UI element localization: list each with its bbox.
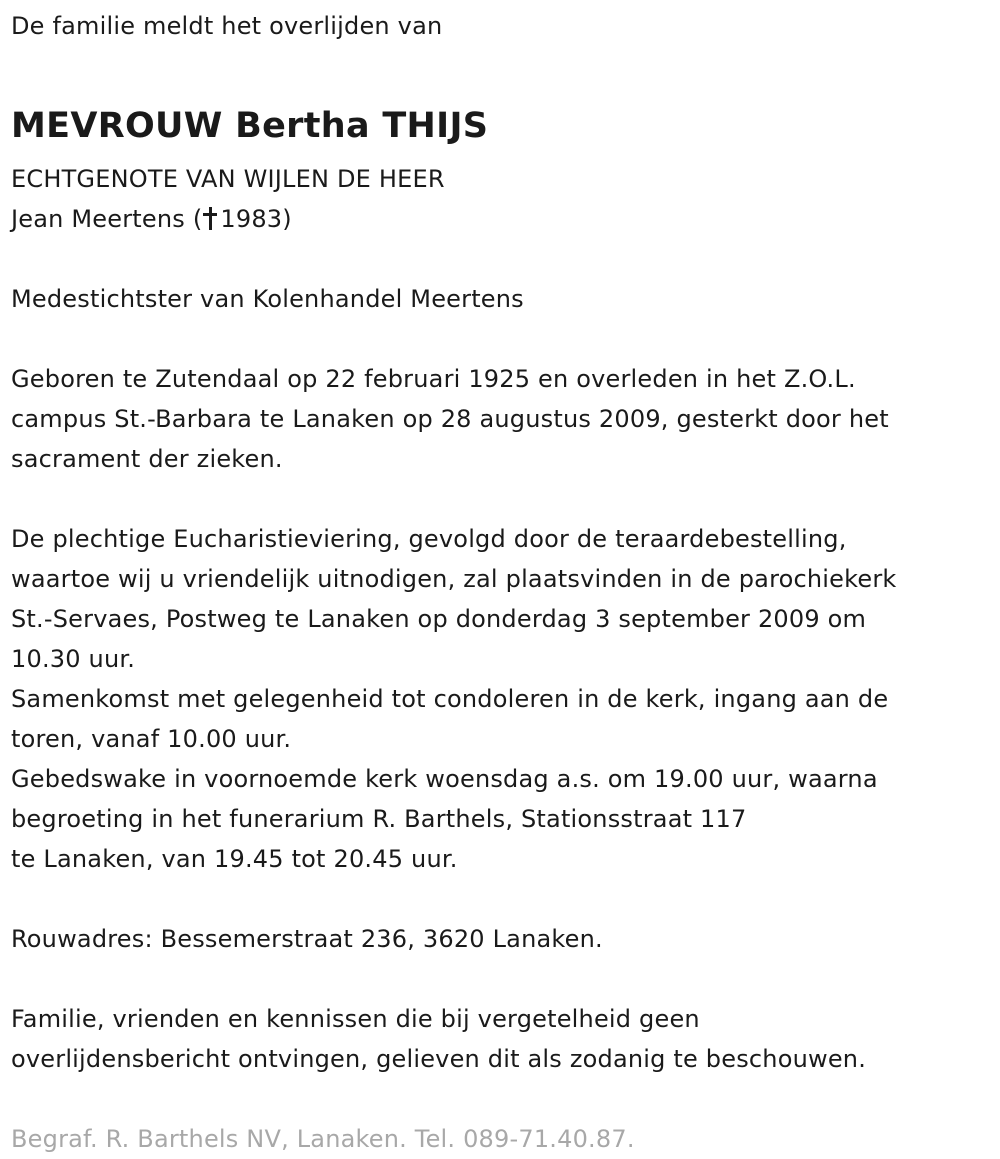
- paragraph-line: Geboren te Zutendaal op 22 februari 1925 en overleden in het Z.O.L.: [11, 365, 856, 393]
- death-notice: [11, 0, 986, 1159]
- deceased-name: MEVROUW Bertha THIJS: [11, 106, 489, 146]
- mourning-address: Rouwadres: Bessemerstraat 236, 3620 Lanaken.: [11, 925, 603, 953]
- paragraph-line: 10.30 uur.: [11, 645, 136, 673]
- spacer: [11, 46, 986, 93]
- spouse-title: ECHTGENOTE VAN WIJLEN DE HEER: [11, 165, 445, 193]
- spacer: [11, 1079, 986, 1119]
- paragraph-line: Gebedswake in voornoemde kerk woensdag a.s. om 19.00 uur, waarna: [11, 765, 878, 793]
- cross-icon: [203, 206, 217, 230]
- intro-text: De familie meldt het overlijden van: [11, 12, 443, 40]
- paragraph-line: campus St.-Barbara te Lanaken op 28 augustus 2009, gesterkt door het: [11, 405, 889, 433]
- paragraph-line: St.-Servaes, Postweg te Lanaken op donderdag 3 september 2009 om: [11, 605, 867, 633]
- paragraph-line: Samenkomst met gelegenheid tot condoleren in de kerk, ingang aan de: [11, 685, 889, 713]
- paragraph-line: te Lanaken, van 19.45 tot 20.45 uur.: [11, 845, 458, 873]
- paragraph-line: overlijdensbericht ontvingen, gelieven dit als zodanig te beschouwen.: [11, 1045, 867, 1073]
- notice-paragraph: [11, 999, 986, 1079]
- ceremony-paragraph: [11, 519, 986, 879]
- spouse-line: [11, 199, 986, 239]
- paragraph-line: waartoe wij u vriendelijk uitnodigen, zal plaatsvinden in de parochiekerk: [11, 565, 897, 593]
- spacer: [11, 319, 986, 359]
- spacer: [11, 959, 986, 999]
- paragraph-line: Familie, vrienden en kennissen die bij vergetelheid geen: [11, 1005, 700, 1033]
- paragraph-line: toren, vanaf 10.00 uur.: [11, 725, 292, 753]
- paragraph-line: begroeting in het funerarium R. Barthels, Stationsstraat 117: [11, 805, 747, 833]
- spacer: [11, 479, 986, 519]
- spacer: [11, 879, 986, 919]
- spouse-death-year: 1983): [220, 205, 292, 233]
- paragraph-line: sacrament der zieken.: [11, 445, 283, 473]
- spacer: [11, 239, 986, 279]
- funeral-home-footer: Begraf. R. Barthels NV, Lanaken. Tel. 089-71.40.87.: [11, 1125, 635, 1153]
- spouse-name: Jean Meertens (: [11, 205, 203, 233]
- role-text: Medestichtster van Kolenhandel Meertens: [11, 285, 524, 313]
- birth-death-paragraph: [11, 359, 986, 479]
- paragraph-line: De plechtige Eucharistieviering, gevolgd door de teraardebestelling,: [11, 525, 847, 553]
